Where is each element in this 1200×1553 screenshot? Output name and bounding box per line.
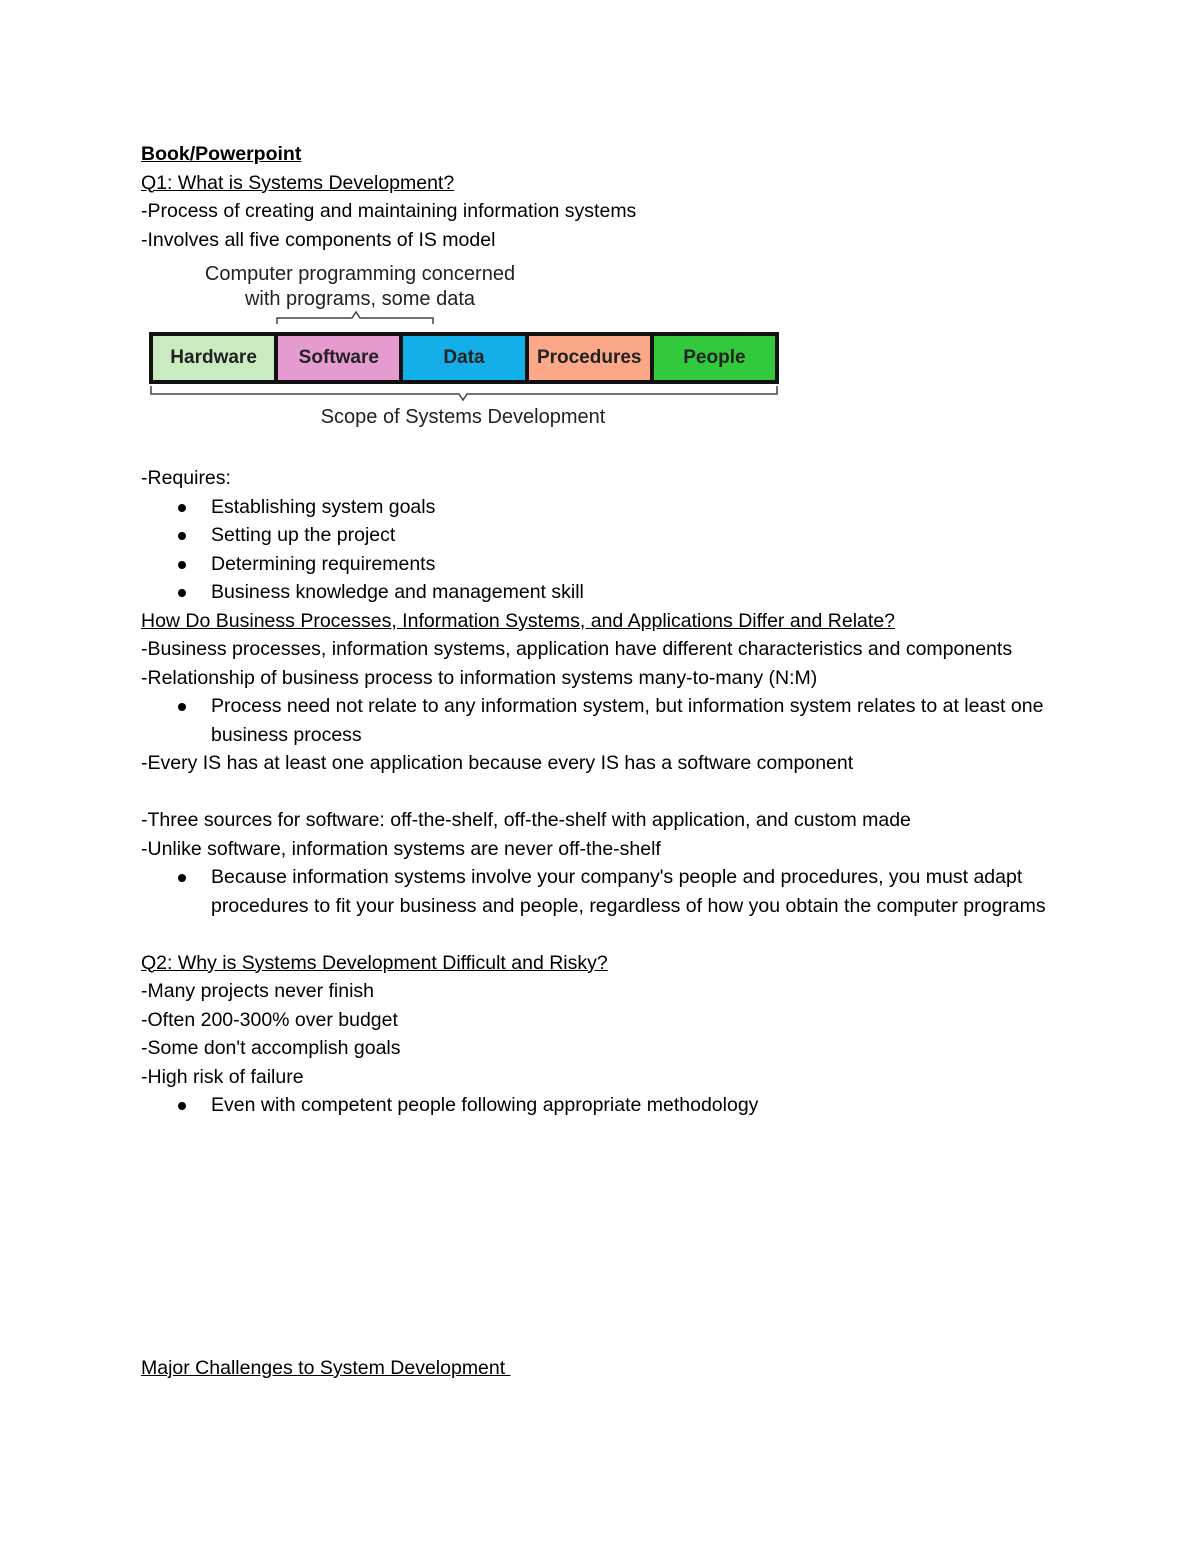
component-software: Software [278,336,399,380]
q2-line: -Some don't accomplish goals [141,1037,401,1059]
list-item: Even with competent people following appropriate methodology [141,1091,1071,1120]
requires-label: -Requires: [141,467,231,489]
q1-line: -Process of creating and maintaining information systems [141,200,637,222]
list-item: Because information systems involve your company's people and procedures, you must adapt procedures to fit your business and people, regardless of how you obtain the computer programs [141,863,1071,920]
list-item: Business knowledge and management skill [141,578,1071,607]
q2-line: -Many projects never finish [141,980,375,1002]
list-item: Process need not relate to any information system, but information system relates to at least one business process [141,692,1071,749]
relate-list [141,692,1071,749]
list-item: Determining requirements [141,550,1071,579]
bullet-icon [178,1102,186,1110]
q1-heading: Q1: What is Systems Development? [141,171,455,194]
component-data: Data [403,336,524,380]
q2-line: -High risk of failure [141,1065,304,1088]
components-bar [149,332,779,384]
list-item: Setting up the project [141,521,1071,550]
figure-caption-top: Computer programming concerned with programs, some data [204,263,516,310]
list-item: Establishing system goals [141,493,1071,522]
component-people: People [654,336,775,380]
bullet-icon [178,504,186,512]
requires-list [141,493,1071,607]
relate-line: -Every IS has at least one application because every IS has a software component [141,752,854,774]
component-hardware: Hardware [153,336,274,380]
bullet-icon [178,561,186,569]
blank-line [141,778,1071,807]
bullet-icon [178,874,186,882]
relate-line: -Business processes, information systems, application have different characteristics and components [141,638,1013,660]
bullet-icon [178,703,186,711]
challenges-heading: Major Challenges to System Development [141,1357,511,1379]
bullet-icon [178,589,186,597]
q1-line: -Involves all five components of IS model [141,228,496,251]
software-line: -Unlike software, information systems are never off-the-shelf [141,837,661,860]
blank-line [141,920,1071,949]
relate-line: -Relationship of business process to information systems many-to-many (N:M) [141,666,818,689]
relate-heading: How Do Business Processes, Information Systems, and Applications Differ and Relate? [141,609,896,632]
document-title: Book/Powerpoint [141,143,302,165]
software-line: -Three sources for software: off-the-shelf, off-the-shelf with application, and custom made [141,809,911,831]
software-list [141,863,1071,920]
component-procedures: Procedures [529,336,650,380]
figure-caption-bottom: Scope of Systems Development [320,406,606,428]
q2-list [141,1091,1071,1120]
bullet-icon [178,532,186,540]
q2-heading: Q2: Why is Systems Development Difficult and Risky? [141,951,608,974]
q2-line: -Often 200-300% over budget [141,1008,398,1031]
document-page [141,140,1071,1120]
is-components-figure [147,262,787,462]
